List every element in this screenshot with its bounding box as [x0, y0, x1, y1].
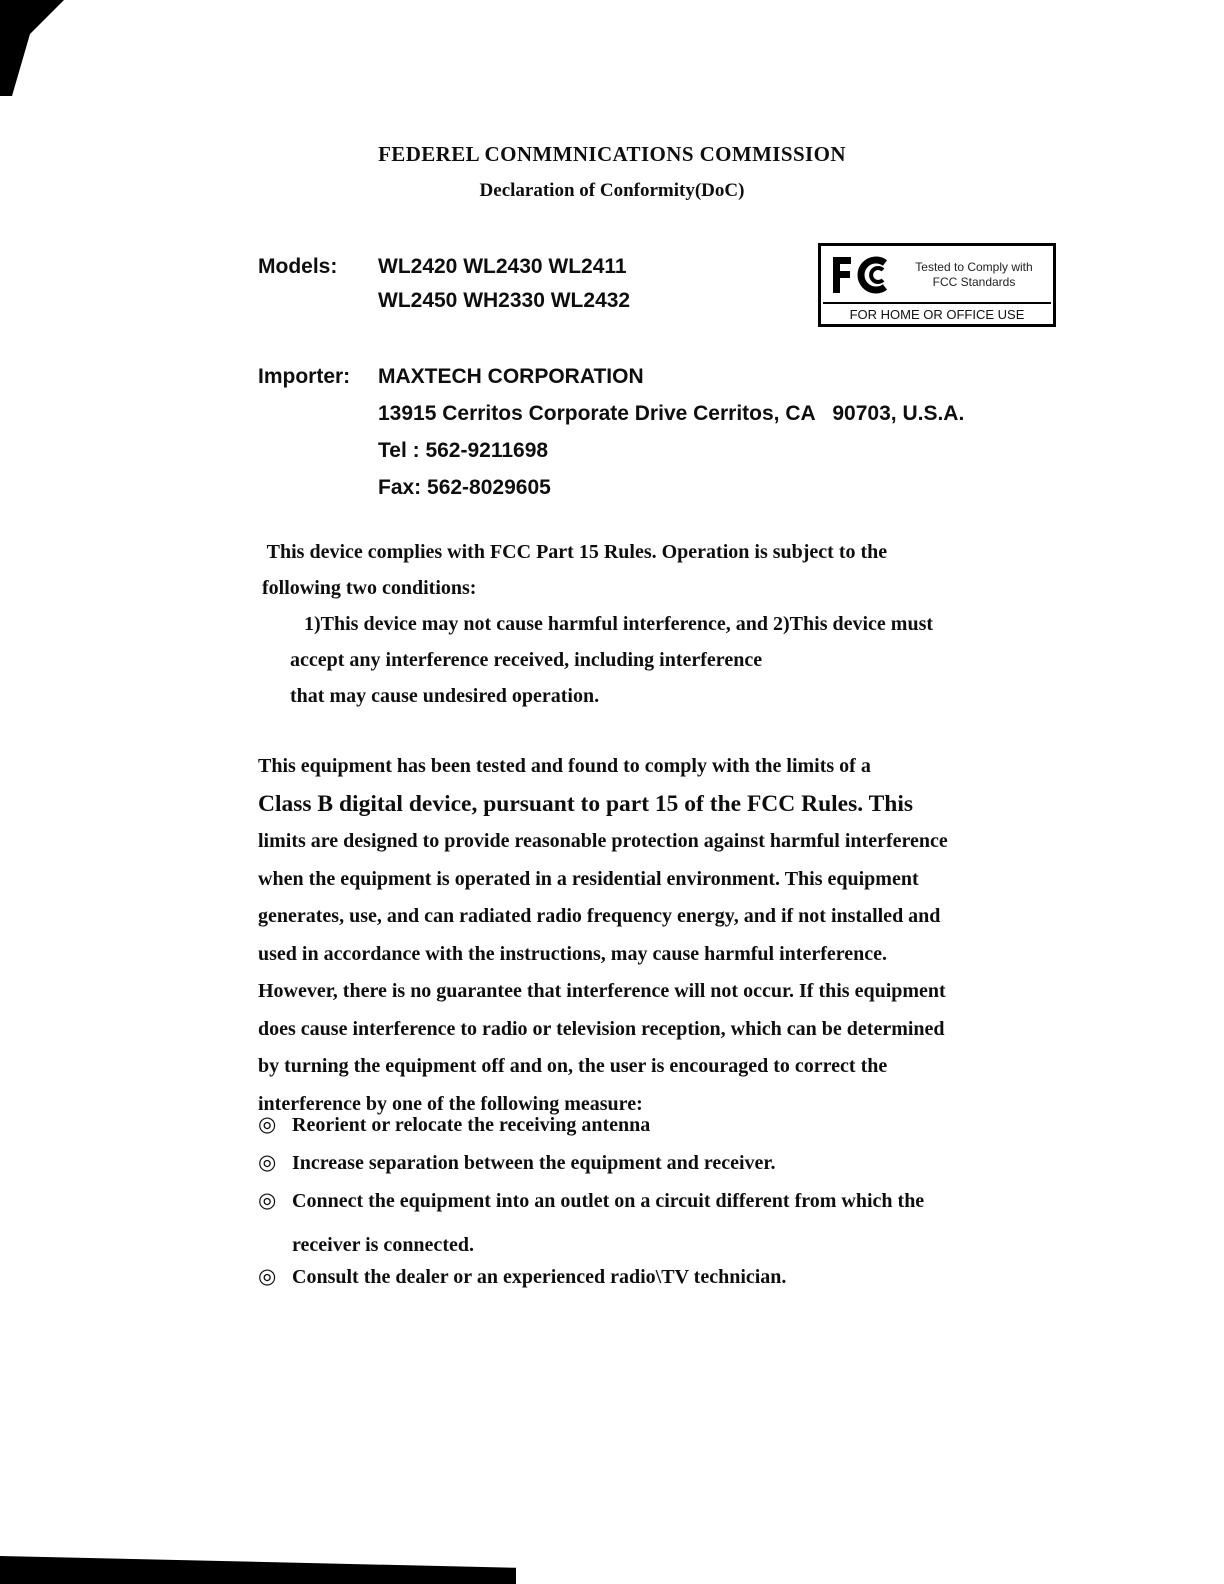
- importer-block: [258, 358, 964, 506]
- body-line-7: However, there is no guarantee that interference will not occur. If this equipment: [258, 980, 946, 1002]
- fcc-claim-text: [899, 260, 1049, 290]
- conditions-line-2: following two conditions:: [262, 577, 477, 599]
- importer-company: MAXTECH CORPORATION: [378, 365, 644, 388]
- conditions-sub-line-2: accept any interference received, including interference: [290, 649, 763, 671]
- document-subtitle: Declaration of Conformity(DoC): [479, 180, 745, 201]
- importer-label-spacer-3: [258, 469, 378, 506]
- list-item: [258, 1264, 1108, 1302]
- bullseye-icon: ◎: [258, 1112, 277, 1136]
- bullet-list: [258, 1112, 1108, 1302]
- body-line-1: This equipment has been tested and found to comply with the limits of a: [258, 755, 871, 777]
- bullseye-icon: ◎: [258, 1264, 277, 1288]
- models-label: Models:: [258, 255, 338, 278]
- body-line-4: when the equipment is operated in a residential environment. This equipment: [258, 867, 919, 890]
- bullet-text-3-continued: receiver is connected.: [292, 1234, 474, 1256]
- body-line-6: used in accordance with the instructions, may cause harmful interference.: [258, 942, 888, 965]
- scan-artifact-top-left: [0, 0, 78, 96]
- fcc-footer-text: FOR HOME OR OFFICE USE: [823, 302, 1051, 325]
- models-block: [258, 250, 630, 318]
- conditions-sub-line-3: that may cause undesired operation.: [290, 685, 600, 707]
- conditions-sub-line-1: 1)This device may not cause harmful interference, and 2)This device must: [304, 613, 934, 635]
- body-line-10: interference by one of the following measure:: [258, 1092, 643, 1115]
- models-line-1: WL2420 WL2430 WL2411: [378, 255, 627, 278]
- document-title: FEDEREL CONMMNICATIONS COMMISSION: [378, 142, 846, 166]
- models-label-spacer: [258, 284, 378, 318]
- importer-address: 13915 Cerritos Corporate Drive Cerritos, CA 90703, U.S.A.: [378, 402, 965, 425]
- bullet-text-4: Consult the dealer or an experienced radio\TV technician.: [292, 1266, 787, 1288]
- bullseye-icon: ◎: [258, 1150, 277, 1174]
- scan-artifact-bottom-left: [0, 1556, 516, 1584]
- importer-fax: Fax: 562-8029605: [378, 476, 551, 499]
- body-line-5: generates, use, and can radiated radio frequency energy, and if not installed and: [258, 905, 941, 927]
- fcc-claim-line-1: Tested to Comply with: [915, 260, 1033, 274]
- importer-tel: Tel : 562-9211698: [378, 439, 549, 462]
- conditions-line-1: This device complies with FCC Part 15 Rules. Operation is subject to the: [262, 541, 888, 563]
- fcc-logo-icon: [827, 251, 899, 299]
- list-item: [258, 1150, 1108, 1188]
- body-line-9: by turning the equipment off and on, the user is encouraged to correct the: [258, 1055, 888, 1077]
- body-paragraph: [258, 748, 1108, 1123]
- bullet-text-3: Connect the equipment into an outlet on a circuit different from which the: [292, 1190, 925, 1212]
- conditions-paragraph: [262, 534, 1092, 714]
- bullet-text-1: Reorient or relocate the receiving antenna: [292, 1114, 651, 1136]
- body-line-3: limits are designed to provide reasonable protection against harmful interference: [258, 830, 948, 852]
- importer-label-spacer: [258, 395, 378, 432]
- list-item: [258, 1112, 1108, 1150]
- list-item: [258, 1188, 1108, 1226]
- body-line-8: does cause interference to radio or television reception, which can be determined: [258, 1017, 945, 1040]
- fcc-label-box: [818, 243, 1056, 327]
- models-line-2: WL2450 WH2330 WL2432: [378, 289, 631, 312]
- importer-label: Importer:: [258, 365, 351, 388]
- bullet-text-2: Increase separation between the equipment and receiver.: [292, 1152, 776, 1174]
- importer-label-spacer-2: [258, 432, 378, 469]
- bullseye-icon: ◎: [258, 1188, 277, 1212]
- fcc-claim-line-2: FCC Standards: [932, 275, 1016, 289]
- body-line-2: Class B digital device, pursuant to part 15 of the FCC Rules. This: [258, 790, 914, 817]
